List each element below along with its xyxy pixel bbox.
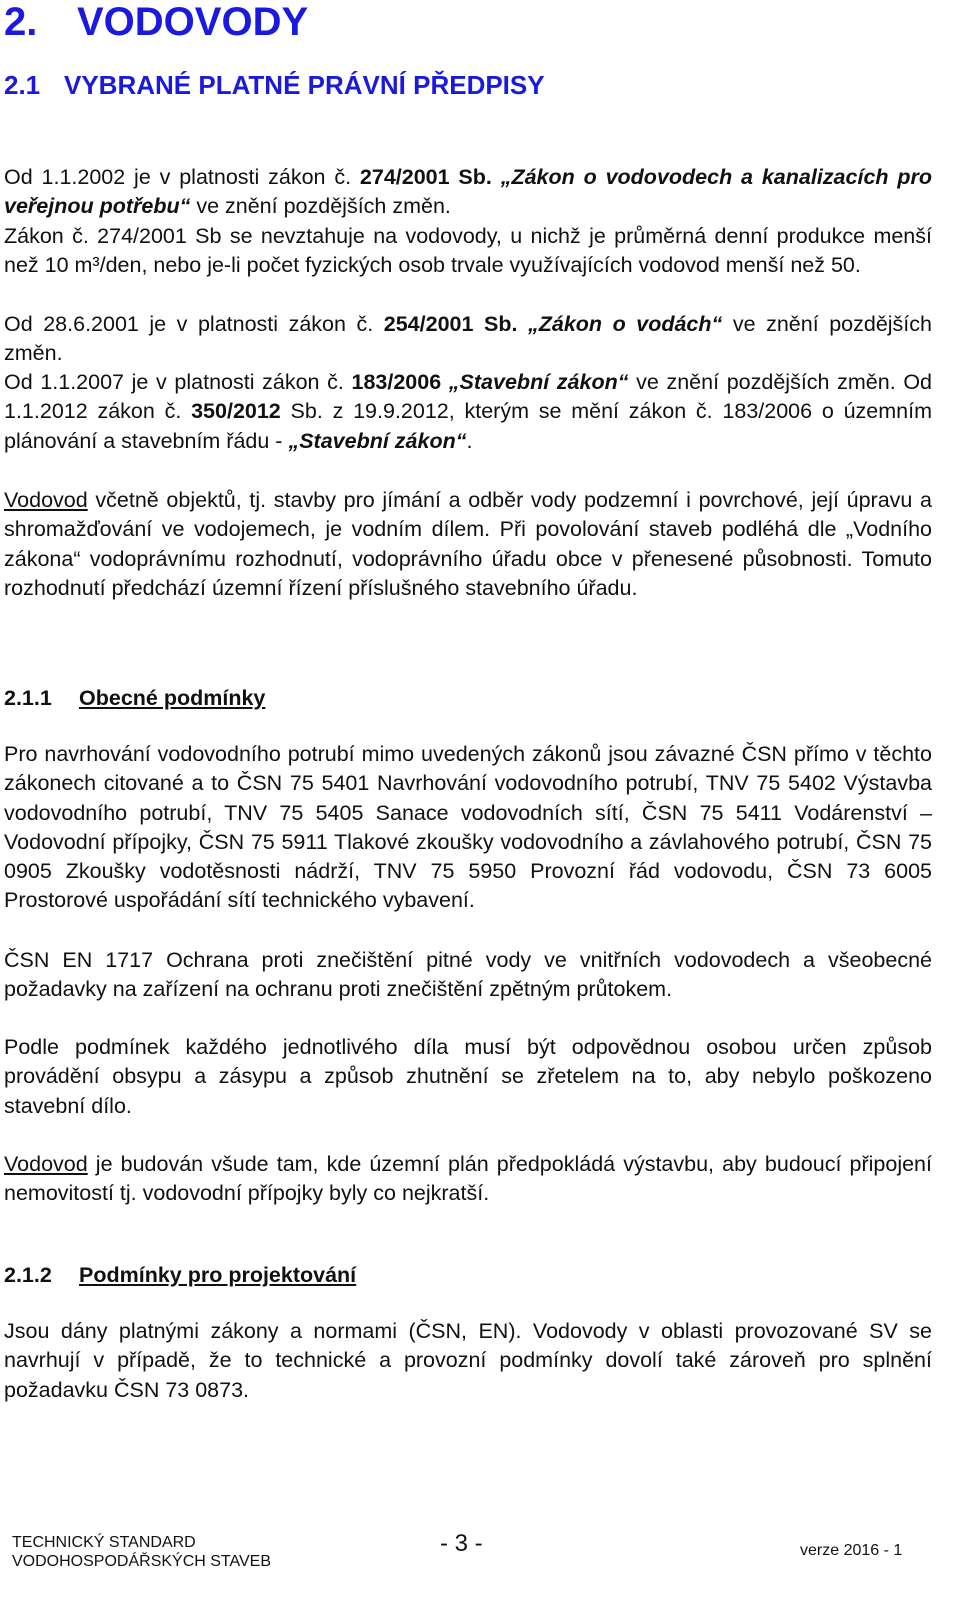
chapter-title: VODOVODY — [77, 0, 309, 44]
term-vodovod: Vodovod — [4, 1152, 88, 1176]
legal-paragraph-274 — [4, 163, 932, 222]
paragraph-text: je budován všude tam, kde územní plán předpokládá výstavbu, aby budoucí připojení nemovitostí tj. vodovodní přípojky byly co nejkratší. — [4, 1152, 932, 1206]
version-label: verze 2016 - 1 — [800, 1542, 903, 1559]
vodovod-paragraph — [4, 1150, 932, 1209]
conditions-paragraph — [4, 1033, 932, 1121]
footer-title-line1: TECHNICKÝ STANDARD — [12, 1534, 196, 1551]
paragraph-text: ČSN EN 1717 Ochrana proti znečištění pitné vody ve vnitřních vodovodech a všeobecné požadavky na zařízení na ochranu proti znečištění zpětným průtokem. — [4, 948, 932, 1002]
legal-paragraph-254 — [4, 310, 932, 369]
law-title: „Zákon o vodách“ — [517, 312, 723, 336]
legal-paragraph-exception — [4, 222, 932, 281]
law-title: „Stavební zákon“ — [441, 370, 629, 394]
section-heading — [4, 70, 545, 101]
legal-text: . — [466, 428, 473, 453]
subsection-title: Podmínky pro projektování — [79, 1263, 357, 1287]
law-number: 350/2012 — [191, 399, 281, 424]
page-number: - 3 - — [440, 1530, 483, 1557]
law-title: „Stavební zákon“ — [288, 428, 467, 453]
law-number: 254/2001 Sb. — [383, 312, 518, 336]
law-number: 274/2001 Sb. — [359, 165, 492, 189]
legal-text: ve znění pozdějších změn. Od 1.1.2012 zákon č. — [4, 370, 932, 424]
subsection-number: 2.1.2 — [4, 1263, 52, 1287]
design-paragraph — [4, 1317, 932, 1405]
section-number: 2.1 — [4, 70, 41, 100]
law-title: „Zákon o vodovodech a kanalizacích pro veřejnou potřebu“ — [4, 165, 932, 219]
legal-paragraph-183 — [4, 368, 932, 456]
footer-title — [12, 1533, 271, 1571]
paragraph-text: Pro navrhování vodovodního potrubí mimo uvedených zákonů jsou závazné ČSN přímo v těchto zákonech citované a to ČSN 75 5401 Navrhování vodovodního potrubí, TNV 75 5402 Výstavba vodovodního potrubí, TNV 75 5405 Sanace vodovodních sítí, ČSN 75 5411 Vodárenství – Vodovodní přípojky, ČSN 75 5911 Tlakové zkoušky vodovodního a závlahového potrubí, ČSN 75 0905 Zkoušky vodotěsnosti nádrží, TNV 75 5950 Provozní řád vodovodu, ČSN 73 6005 Prostorové uspořádání sítí technického vybavení. — [4, 742, 932, 913]
legal-text: ve znění pozdějších změn. — [190, 194, 451, 219]
csn-en-paragraph — [4, 946, 932, 1005]
paragraph-text: Podle podmínek každého jednotlivého díla musí být odpovědnou osobou určen způsob provádění obsypu a zásypu a způsob zhutnění se zřetelem na to, aby nebylo poškozeno stavební dílo. — [4, 1035, 932, 1118]
footer-title-line2: VODOHOSPODÁŘSKÝCH STAVEB — [12, 1553, 272, 1570]
subsection-title: Obecné podmínky — [79, 686, 266, 710]
term-vodovod: Vodovod — [4, 488, 88, 512]
paragraph-text: Jsou dány platnými zákony a normami (ČSN, EN). Vodovody v oblasti provozované SV se navrhují v případě, že to technické a provozní podmínky dovolí také zároveň pro splnění požadavku ČSN 73 0873. — [4, 1319, 932, 1402]
page-footer — [0, 1530, 960, 1611]
chapter-heading — [4, 0, 308, 45]
legal-text: Sb. z 19.9.2012, kterým se mění zákon č. 183/2006 o územním plánování a stavebním řádu - — [4, 399, 932, 453]
intro-text: včetně objektů, tj. stavby pro jímání a odběr vody podzemní i povrchové, její úpravu a shromažďování ve vodojemech, je vodním dílem. Při povolování staveb podléhá dle „Vodního zákona“ vodoprávnímu rozhodnutí, vodoprávního úřadu obce v přenesené působnosti. Tomuto rozhodnutí předchází územní řízení příslušného stavebního úřadu. — [4, 488, 932, 600]
subsection-heading-212 — [4, 1263, 356, 1288]
legal-text: Od 28.6.2001 je v platnosti zákon č. — [4, 312, 384, 336]
intro-paragraph — [4, 486, 932, 603]
subsection-heading-211 — [4, 686, 265, 711]
legal-text: Zákon č. 274/2001 Sb se nevztahuje na vodovody, u nichž je průměrná denní produkce menší než 10 m³/den, nebo je-li počet fyzických osob trvale využívajících vodovod menší než 50. — [4, 224, 932, 278]
subsection-number: 2.1.1 — [4, 686, 52, 710]
legal-text: Od 1.1.2002 je v platnosti zákon č. — [4, 165, 360, 189]
legal-text: ve znění pozdějších změn. — [4, 312, 932, 366]
law-number: 183/2006 — [351, 370, 442, 394]
section-title: VYBRANÉ PLATNÉ PRÁVNÍ PŘEDPISY — [64, 70, 545, 100]
chapter-number: 2. — [4, 0, 38, 44]
standards-paragraph — [4, 740, 932, 916]
legal-text: Od 1.1.2007 je v platnosti zákon č. — [4, 370, 352, 394]
